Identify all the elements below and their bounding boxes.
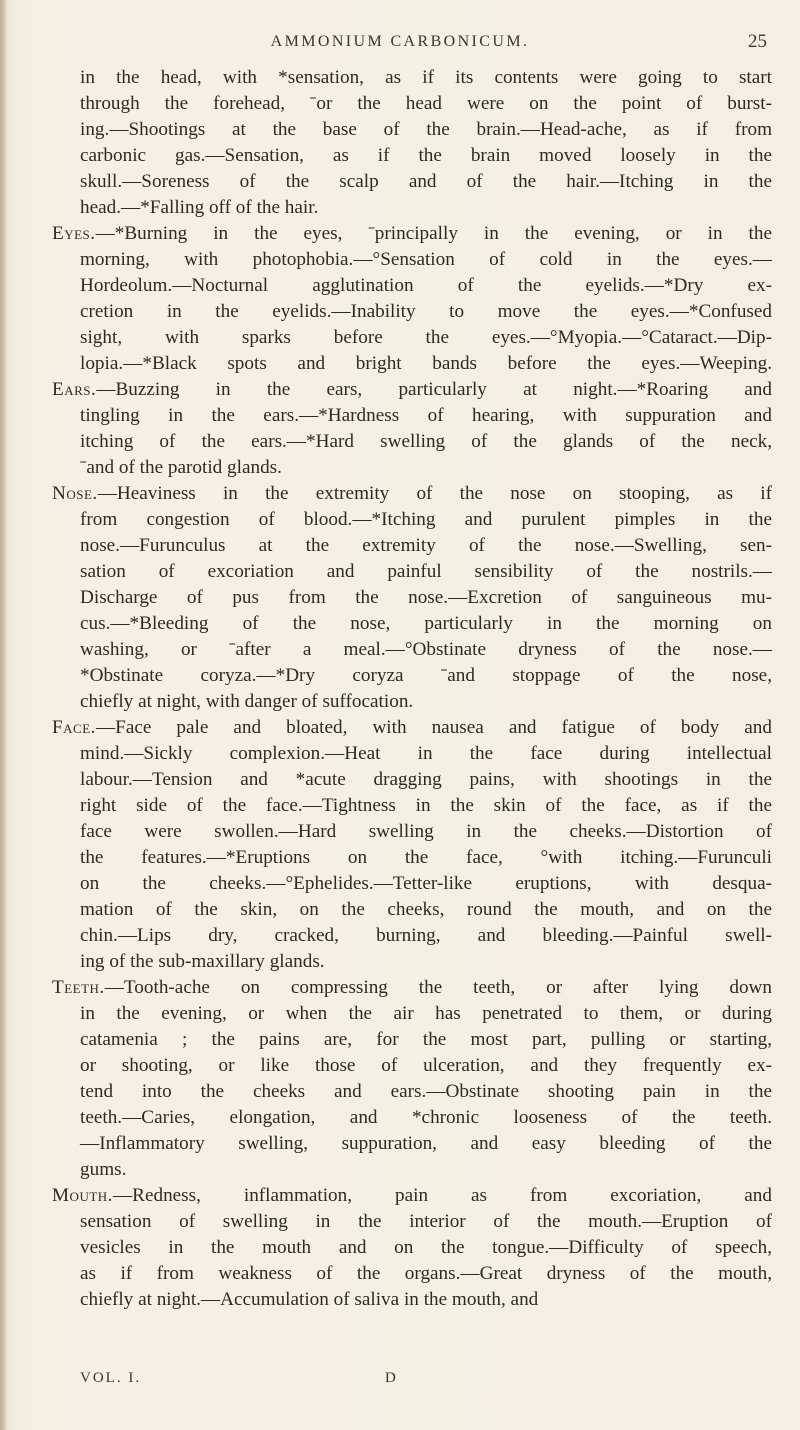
text-line: sight, with sparks before the eyes.—°Myopia.—°Cataract.—Dip-	[80, 327, 772, 348]
text-line: itching of the ears.—*Hard swelling of the glands of the neck,	[80, 431, 772, 452]
text-line: ˉand of the parotid glands.	[80, 457, 282, 478]
text-line: in the evening, or when the air has penetrated to them, or during	[80, 1003, 772, 1024]
section-heading: Face.	[52, 717, 96, 738]
page-binding-edge	[0, 0, 6, 1430]
page-footer	[80, 1370, 700, 1387]
text-line	[52, 1183, 772, 1209]
text-line	[52, 975, 772, 1001]
text-line: mind.—Sickly complexion.—Heat in the face during intellectual	[80, 743, 772, 764]
volume-label: VOL. I.	[80, 1370, 142, 1386]
text-line: tingling in the ears.—*Hardness of hearing, with suppuration and	[80, 405, 772, 426]
text-line: chiefly at night, with danger of suffocation.	[80, 691, 414, 712]
text-line: gums.	[80, 1159, 127, 1180]
text-line: —Inflammatory swelling, suppuration, and easy bleeding of the	[80, 1133, 772, 1154]
line-text: —Face pale and bloated, with nausea and fatigue of body and	[95, 717, 772, 738]
text-line	[52, 715, 772, 741]
text-line: chiefly at night.—Accumulation of saliva in the mouth, and	[80, 1289, 539, 1310]
section-heading: Ears.	[52, 379, 97, 400]
text-line: vesicles in the mouth and on the tongue.—Difficulty of speech,	[80, 1237, 772, 1258]
text-line: mation of the skin, on the cheeks, round the mouth, and on the	[80, 899, 772, 920]
text-line: cus.—*Bleeding of the nose, particularly in the morning on	[80, 613, 772, 634]
body-text	[52, 65, 772, 1313]
text-line: teeth.—Caries, elongation, and *chronic looseness of the teeth.	[80, 1107, 772, 1128]
text-line: labour.—Tension and *acute dragging pains, with shootings in the	[80, 769, 772, 790]
text-line	[52, 481, 772, 507]
section-heading: Nose.	[52, 483, 98, 504]
line-text: —*Burning in the eyes, ˉprincipally in the evening, or in the	[95, 223, 772, 244]
line-text: —Buzzing in the ears, particularly at night.—*Roaring and	[96, 379, 772, 400]
text-line: sation of excoriation and painful sensibility of the nostrils.—	[80, 561, 772, 582]
text-line: washing, or ˉafter a meal.—°Obstinate dryness of the nose.—	[80, 639, 772, 660]
line-text: —Tooth-ache on compressing the teeth, or after lying down	[104, 977, 772, 998]
text-line: sensation of swelling in the interior of the mouth.—Eruption of	[80, 1211, 772, 1232]
text-line: right side of the face.—Tightness in the skin of the face, as if the	[80, 795, 772, 816]
text-line	[52, 377, 772, 403]
text-line: carbonic gas.—Sensation, as if the brain moved loosely in the	[80, 145, 772, 166]
text-line: on the cheeks.—°Ephelides.—Tetter-like eruptions, with desqua-	[80, 873, 772, 894]
text-line: or shooting, or like those of ulceration, and they frequently ex-	[80, 1055, 772, 1076]
text-line: from congestion of blood.—*Itching and purulent pimples in the	[80, 509, 772, 530]
text-line: face were swollen.—Hard swelling in the cheeks.—Distortion of	[80, 821, 772, 842]
page-number: 25	[748, 31, 767, 52]
text-line: skull.—Soreness of the scalp and of the hair.—Itching in the	[80, 171, 772, 192]
text-line: nose.—Furunculus at the extremity of the nose.—Swelling, sen-	[80, 535, 772, 556]
section-heading: Teeth.	[52, 977, 105, 998]
text-line: head.—*Falling off of the hair.	[80, 197, 319, 218]
text-line: tend into the cheeks and ears.—Obstinate shooting pain in the	[80, 1081, 772, 1102]
text-line: through the forehead, ˉor the head were on the point of burst-	[80, 93, 772, 114]
text-line: *Obstinate coryza.—*Dry coryza ˉand stoppage of the nose,	[80, 665, 772, 686]
text-line: chin.—Lips dry, cracked, burning, and bleeding.—Painful swell-	[80, 925, 772, 946]
section-heading: Mouth.	[52, 1185, 113, 1206]
text-line: Hordeolum.—Nocturnal agglutination of the eyelids.—*Dry ex-	[80, 275, 772, 296]
line-text: —Redness, inflammation, pain as from excoriation, and	[112, 1185, 772, 1206]
text-line: morning, with photophobia.—°Sensation of cold in the eyes.—	[80, 249, 772, 270]
running-title: AMMONIUM CARBONICUM.	[270, 33, 530, 50]
signature-mark: D	[385, 1370, 398, 1386]
text-line	[52, 221, 772, 247]
text-line: as if from weakness of the organs.—Great dryness of the mouth,	[80, 1263, 772, 1284]
text-line: lopia.—*Black spots and bright bands before the eyes.—Weeping.	[80, 353, 772, 374]
text-line: ing.—Shootings at the base of the brain.—Head-ache, as if from	[80, 119, 772, 140]
section-heading: Eyes.	[52, 223, 96, 244]
text-line: in the head, with *sensation, as if its contents were going to start	[80, 67, 772, 88]
text-line: ing of the sub-maxillary glands.	[80, 951, 325, 972]
text-line: Discharge of pus from the nose.—Excretion of sanguineous mu-	[80, 587, 772, 608]
text-line: cretion in the eyelids.—Inability to move the eyes.—*Confused	[80, 301, 772, 322]
line-text: —Heaviness in the extremity of the nose on stooping, as if	[97, 483, 772, 504]
text-line: catamenia ; the pains are, for the most part, pulling or starting,	[80, 1029, 772, 1050]
text-line: the features.—*Eruptions on the face, °with itching.—Furunculi	[80, 847, 772, 868]
